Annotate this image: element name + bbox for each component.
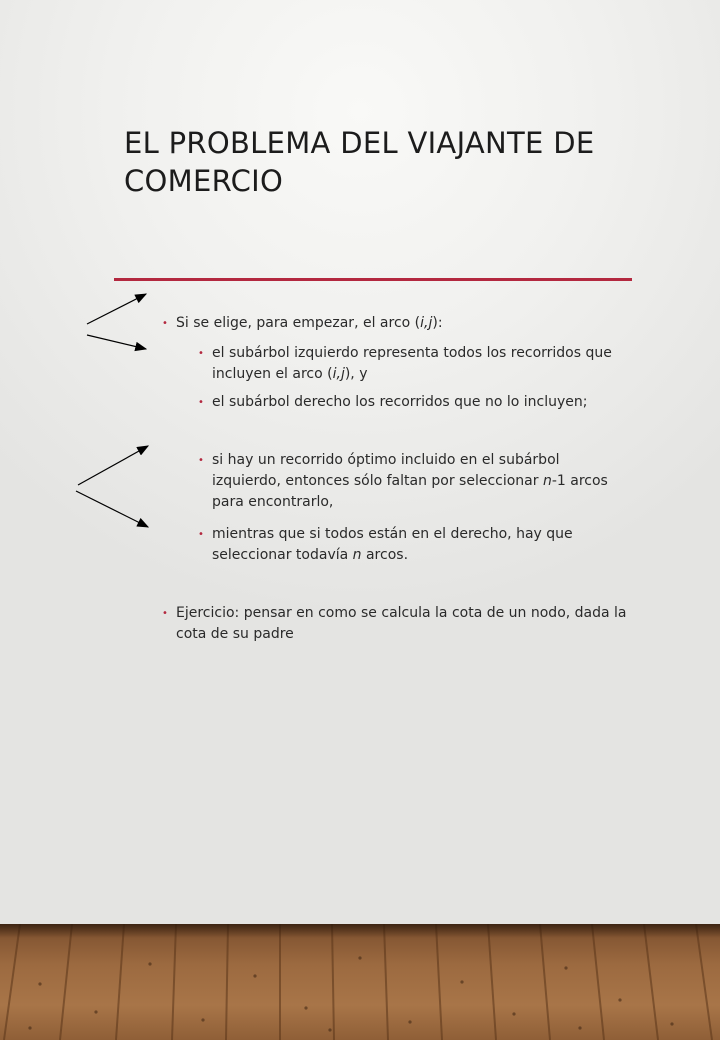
floor-planks: [0, 924, 720, 1040]
bullet-text-end: arcos.: [361, 547, 409, 563]
bullet-dot: •: [198, 455, 204, 466]
bullet-italic: i,j: [420, 315, 433, 331]
bullet-item: [198, 450, 632, 513]
title-divider: [114, 278, 632, 281]
bullet-text: mientras que si todos están en el derecho, hay que seleccionar todavía: [212, 526, 573, 563]
bullet-item: [198, 343, 632, 385]
wood-floor: [0, 924, 720, 1040]
slide-title: EL PROBLEMA DEL VIAJANTE DE COMERCIO: [124, 126, 595, 198]
bullet-dot: •: [198, 348, 204, 359]
bullet-text: Si se elige, para empezar, el arco (: [176, 315, 421, 331]
bullet-text: el subárbol izquierdo representa todos los recorridos que incluyen el arco (: [212, 345, 612, 382]
bullet-item: [162, 313, 636, 334]
bullet-text-end: ), y: [344, 366, 368, 382]
bullet-item: [198, 524, 632, 566]
bullet-dot: •: [198, 397, 204, 408]
bullet-text-end: ):: [432, 315, 443, 331]
bullet-text: el subárbol derecho los recorridos que no lo incluyen;: [212, 394, 588, 410]
bullet-dot: •: [198, 529, 204, 540]
bullet-text: Ejercicio: pensar en como se calcula la cota de un nodo, dada la cota de su padre: [176, 605, 627, 642]
bullet-item: [162, 603, 636, 645]
bullet-italic: n: [542, 473, 552, 489]
floor-shadow: [0, 924, 720, 938]
bullet-dot: •: [162, 318, 168, 329]
bullet-italic: i,j: [332, 366, 345, 382]
bullet-italic: n: [352, 547, 362, 563]
bullet-item: [198, 392, 632, 413]
bullet-dot: •: [162, 608, 168, 619]
bullet-text-end: -1 arcos para encontrarlo,: [212, 473, 608, 510]
bullet-text: si hay un recorrido óptimo incluido en el subárbol izquierdo, entonces sólo faltan por seleccionar: [212, 452, 560, 489]
